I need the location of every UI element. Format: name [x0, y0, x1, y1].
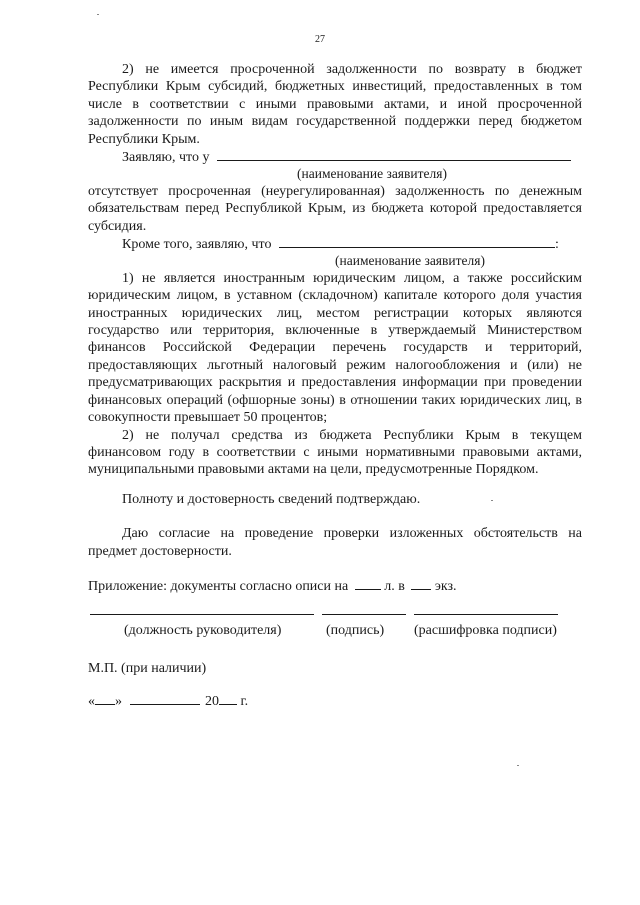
date-line [88, 692, 582, 709]
date-day-field[interactable] [95, 692, 115, 705]
position-field[interactable] [90, 614, 314, 615]
date-year-field[interactable] [219, 692, 237, 705]
declaration-2-suffix: : [554, 237, 559, 253]
attachment-mid: л. в [384, 578, 405, 594]
declaration-line-1 [88, 148, 582, 165]
signature-field[interactable] [322, 614, 406, 615]
date-month-field[interactable] [130, 692, 200, 705]
page-number: 27 [315, 34, 325, 45]
item-no-budget-funds: 2) не получал средства из бюджета Республики Крым в текущем финансовом году в соответствии с иными нормативными правовыми актами, муниципальными правовыми актами на цели, предусмотренные Порядком. [88, 427, 582, 478]
signature-captions [88, 622, 582, 640]
signature-decoding-caption: (расшифровка подписи) [414, 623, 557, 639]
position-caption: (должность руководителя) [124, 623, 282, 639]
scan-speck [97, 14, 99, 15]
attachment-pages-field[interactable] [355, 577, 381, 590]
attachment-copies-field[interactable] [411, 577, 431, 590]
signature-caption: (подпись) [326, 623, 385, 639]
declaration-1-prefix: Заявляю, что у [122, 150, 210, 166]
confirmation-statement: Полноту и достоверность сведений подтверждаю. [122, 491, 421, 507]
date-year-suffix: г. [240, 693, 249, 709]
attachment-line [88, 577, 582, 594]
declaration-line-2 [88, 235, 582, 252]
stamp-place: М.П. (при наличии) [88, 661, 207, 677]
paragraph-no-unsettled-debt: отсутствует просроченная (неурегулированная) задолженность по денежным обязательствам перед Республикой Крым, из бюджета которой предоставляется субсидия. [88, 183, 582, 234]
paragraph-no-overdue-debt: 2) не имеется просроченной задолженности по возврату в бюджет Республики Крым субсидий, бюджетных инвестиций, предоставленных в том числе в соответствии с иными правовыми актами, и иной просроченной задолженности по иным видам государственной поддержки перед бюджетом Республики Крым. [88, 62, 582, 147]
document-body [88, 61, 582, 709]
scan-speck [517, 765, 519, 766]
applicant-name-field-1[interactable] [217, 148, 571, 161]
applicant-name-caption-1: (наименование заявителя) [297, 166, 447, 182]
date-year-prefix: 20 [205, 693, 219, 709]
item-not-foreign-entity: 1) не является иностранным юридическим лицом, а также российским юридическим лицом, в уставном (складочном) капитале которого доля участия иностранных юридических лиц, местом регистрации которых являются государство или территория, включенные в утверждаемый Министерством финансов Российской Федерации перечень государств и территорий, предоставляющих льготный налоговый режим налогообложения и (или) не предусматривающих раскрытия и предоставления информации при проведении финансовых операций (офшорные зоны) в отношении таких юридических лиц, в совокупности превышает 50 процентов; [88, 270, 582, 426]
date-open-quote: « [88, 693, 95, 709]
attachment-prefix: Приложение: документы согласно описи на [88, 578, 349, 594]
scan-speck [491, 500, 493, 501]
consent-statement: Даю согласие на проведение проверки изложенных обстоятельств на предмет достоверности. [88, 526, 582, 559]
attachment-suffix: экз. [434, 578, 457, 594]
date-close-quote: » [115, 693, 122, 709]
signature-lines [88, 604, 582, 622]
signature-decoding-field[interactable] [414, 614, 558, 615]
applicant-name-caption-2: (наименование заявителя) [335, 253, 485, 269]
declaration-2-prefix: Кроме того, заявляю, что [122, 237, 272, 253]
applicant-name-field-2[interactable] [279, 235, 555, 248]
